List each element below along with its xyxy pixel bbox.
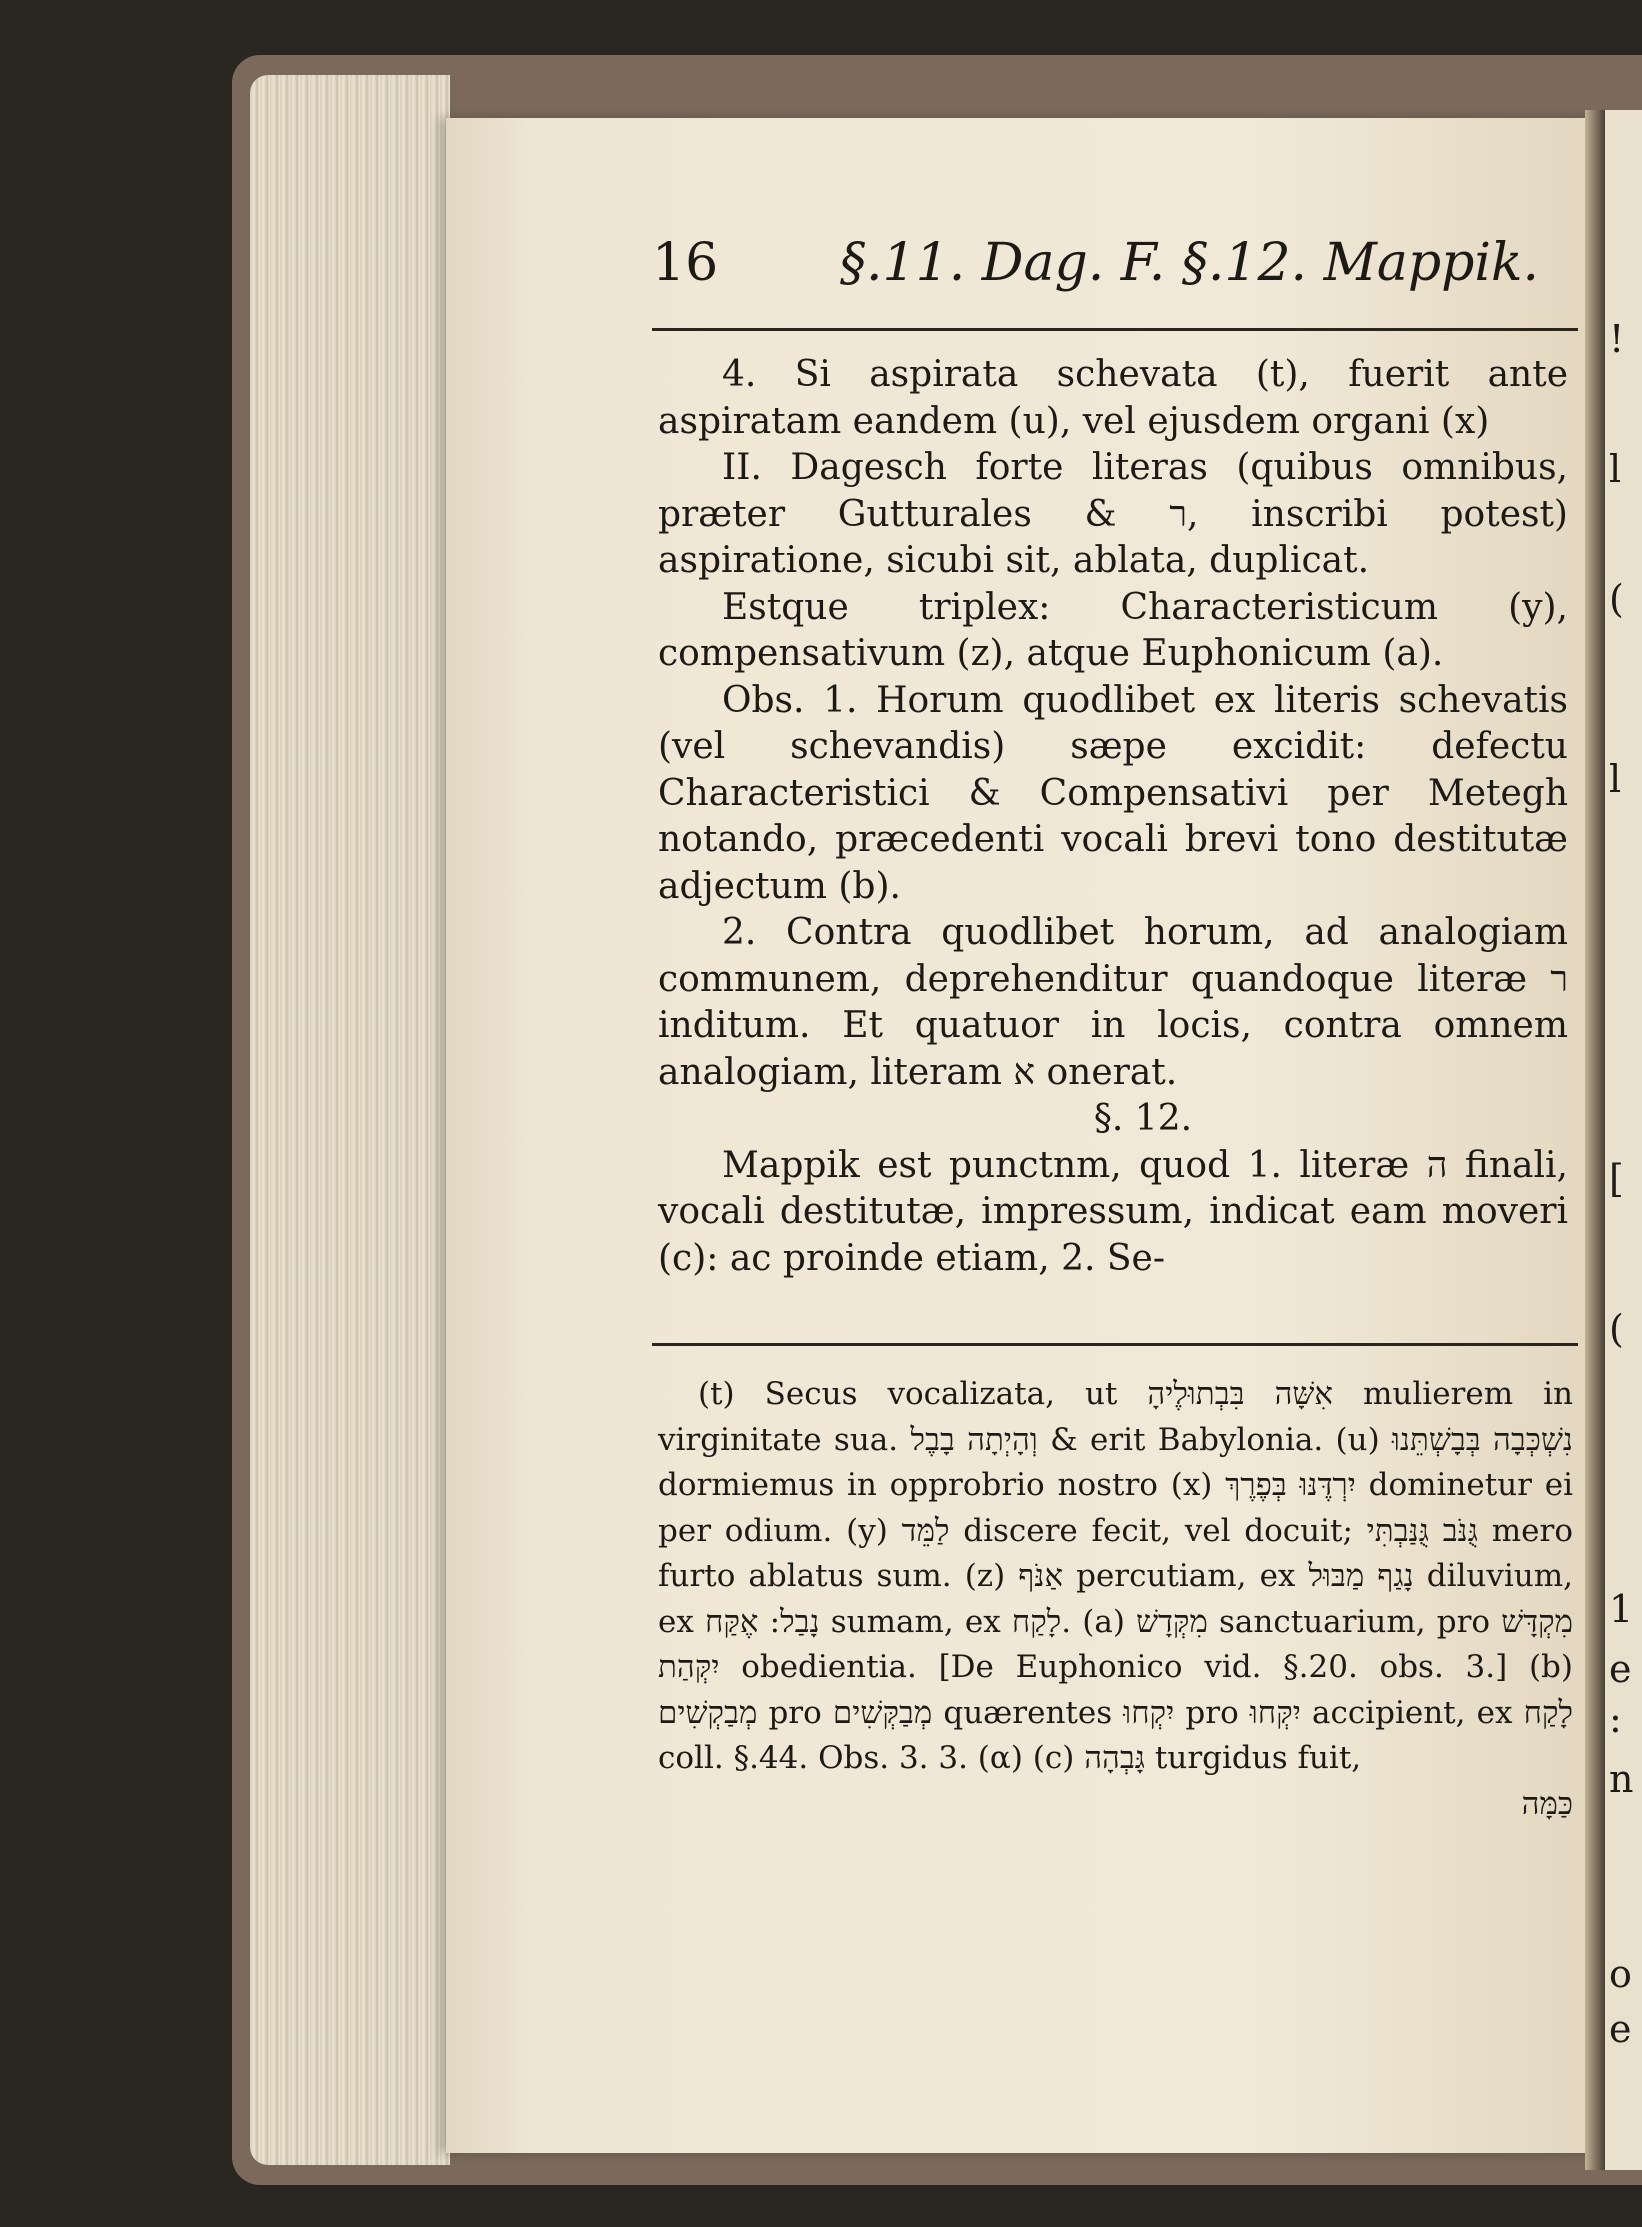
next-page-fragment: o: [1609, 1952, 1632, 1996]
next-page-fragment: l: [1609, 757, 1622, 801]
footnote-rule: [652, 1343, 1578, 1346]
paragraph: 4. Si aspirata schevata (t), fuerit ante aspiratam eandem (u), vel ejusdem organi (x): [658, 354, 1568, 442]
page-number: 16: [652, 233, 719, 293]
paragraph: Obs. 1. Horum quodlibet ex literis schevatis (vel schevandis) sæpe excidit: defectu Characteristici & Compensativi per Metegh notando, præcedenti vocali brevi tono destitutæ adjectum (b).: [658, 679, 1568, 907]
main-text: [658, 352, 1568, 1282]
next-page-fragment: :: [1609, 1697, 1622, 1741]
section-heading: §. 12.: [1093, 1098, 1193, 1139]
footnote-text: (t) Secus vocalizata, ut אִשָּׁה בִּבְתוּלֶיהָ mulierem in virginitate sua. וְהָיְתָה בָבֶל & erit Babylonia. (u) נִשְׁכְּבָה בְּבָשְׁתֵּנוּ dormiemus in opprobrio nostro (x) יִרְדֶּנּוּ בְּפֶרֶךְ dominetur ei per odium. (y) לַמֵּד discere fecit, vel docuit; גֻּנֹּב גֻּנַּבְתִּי mero furto ablatus sum. (z) אַנֹּף percutiam, ex נָגַף מַבּוּל diluvium, ex נָבַל: אֶקַּח sumam, ex לָקַח. (a) מִקְּדָשׁ sanctuarium, pro מִקְדָּשׁ יִקְּהַת obedientia. [De Euphonico vid. §.20. obs. 3.] (b) מְבַקְשִׁים pro מְבַקְּשִׁים quærentes יִקְחוּ pro יִקְּחוּ accipient, ex לָקַח coll. §.44. Obs. 3. 3. (α) (c) גָּבְהָה turgidus fuit,: [658, 1376, 1574, 1776]
next-page-fragment: (: [1609, 1307, 1624, 1351]
next-page-fragment: n: [1609, 1757, 1634, 1801]
next-page-fragment: [: [1609, 1157, 1624, 1201]
paragraph: 2. Contra quodlibet horum, ad analogiam communem, deprehenditur quandoque literæ ר inditum. Et quatuor in locis, contra omnem analogiam, literam א onerat.: [658, 912, 1568, 1093]
next-page-fragment: (: [1609, 577, 1624, 621]
next-page-fragment: e: [1609, 2007, 1632, 2051]
paragraph: Mappik est punctnm, quod 1. literæ ה finali, vocali destitutæ, impressum, indicat eam moveri (c): ac proinde etiam, 2. Se-: [658, 1144, 1568, 1279]
next-page-fragment: !: [1609, 317, 1625, 361]
next-page-fragment: e: [1609, 1647, 1632, 1691]
paragraph: Estque triplex: Characteristicum (y), compensativum (z), atque Euphonicum (a).: [658, 586, 1568, 674]
next-page-fragment: 1: [1609, 1587, 1634, 1631]
next-page-fragment: l: [1609, 447, 1622, 491]
catchword: כַּמָּה: [1521, 1785, 1573, 1822]
paragraph: II. Dagesch forte literas (quibus omnibus, præter Gutturales & ר, inscribi potest) aspiratione, sicubi sit, ablata, duplicat.: [658, 447, 1568, 581]
footnotes: [658, 1372, 1573, 1827]
running-head: §.11. Dag. F. §.12. Mappik.: [840, 233, 1540, 293]
header-rule: [652, 328, 1578, 331]
